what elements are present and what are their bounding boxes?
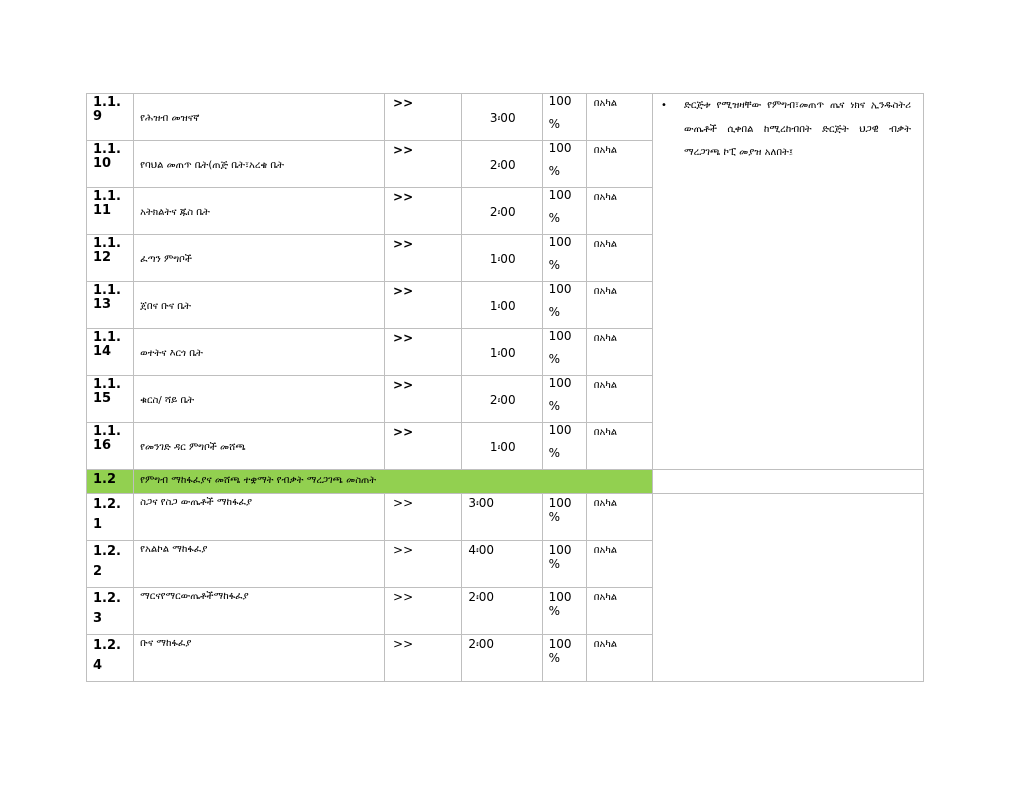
service-name: የአልኮል ማከፋፈያ (140, 544, 208, 555)
ditto-mark: >> (393, 96, 414, 110)
service-time: 3፡00 (468, 496, 495, 510)
service-name: ስጋና የስጋ ውጤቶች ማከፋፈያ (140, 497, 253, 508)
row-number: 1.2. 4 (93, 638, 121, 673)
row-number: 1.1. 12 (93, 236, 121, 265)
delivery-mode: በአካል (593, 286, 618, 297)
percent-value: 100 % (548, 94, 572, 131)
delivery-mode: በአካል (593, 192, 618, 203)
service-name: አትክልትና ጁስ ቤት (140, 207, 210, 218)
service-time: 2፡00 (489, 158, 516, 172)
ditto-mark: >> (393, 237, 414, 251)
row-number: 1.1. 10 (93, 142, 121, 171)
service-time: 1፡00 (489, 346, 516, 360)
row-number: 1.2. 2 (93, 544, 121, 579)
percent-value: 100 % (548, 141, 572, 178)
ditto-mark: >> (393, 284, 414, 298)
bullet-icon: • (660, 100, 667, 111)
ditto-mark: >> (393, 331, 414, 345)
row-number: 1.1. 11 (93, 189, 121, 218)
delivery-mode: በአካል (593, 427, 618, 438)
service-name: ጀበና ቡና ቤት (140, 301, 191, 312)
requirements-text: ድርጅቱ የሚዝዛቸው የምግብ፣መጠጥ ጤና ነክና ኢንዱስትሪ ውጤቶች ሲቀበል ከሚረከብበት ድርጅት ህጋዊ ብቃት ማረጋገጫ ኮፒ መያዝ አለበት፤ (683, 100, 911, 158)
ditto-mark: >> (393, 143, 414, 157)
row-number: 1.2. 3 (93, 591, 121, 626)
service-name: ቁርስ/ ሻይ ቤት (140, 395, 195, 406)
delivery-mode: በአካል (593, 639, 618, 650)
service-time: 2፡00 (489, 393, 516, 407)
service-time: 1፡00 (489, 440, 516, 454)
percent-value: 100 % (548, 590, 572, 618)
row-number: 1.1. 15 (93, 377, 121, 406)
delivery-mode: በአካል (593, 592, 618, 603)
section-number: 1.2 (93, 472, 117, 487)
table-row (87, 494, 924, 541)
service-time: 1፡00 (489, 299, 516, 313)
service-time: 2፡00 (468, 590, 495, 604)
service-time: 3፡00 (489, 111, 516, 125)
ditto-mark: >> (393, 637, 414, 651)
ditto-mark: >> (393, 543, 414, 557)
row-number: 1.1. 13 (93, 283, 121, 312)
row-number: 1.1. 14 (93, 330, 121, 359)
percent-value: 100 % (548, 376, 572, 413)
delivery-mode: በአካል (593, 145, 618, 156)
service-time: 4፡00 (468, 543, 495, 557)
service-standards-table (86, 93, 924, 682)
delivery-mode: በአካል (593, 545, 618, 556)
row-number: 1.1. 16 (93, 424, 121, 453)
section-title: የምግብ ማከፋፈያና መሸጫ ተቋማት የብቃት ማረጋገጫ መስጠት (140, 475, 377, 486)
service-time: 2፡00 (489, 205, 516, 219)
section-header-row (87, 470, 924, 494)
requirements-note (652, 94, 923, 470)
row-number: 1.2. 1 (93, 497, 121, 532)
delivery-mode: በአካል (593, 239, 618, 250)
empty-note-cell (652, 494, 923, 682)
percent-value: 100 % (548, 496, 572, 524)
service-time: 2፡00 (468, 637, 495, 651)
service-time: 1፡00 (489, 252, 516, 266)
service-name: የሕዝብ መዝናኛ (140, 113, 200, 124)
delivery-mode: በአካል (593, 498, 618, 509)
table-row (87, 94, 924, 141)
delivery-mode: በአካል (593, 98, 618, 109)
service-name: የባህል መጠጥ ቤት(ጠጅ ቤት፣አረቄ ቤት (140, 160, 285, 171)
service-name: የመንገድ ዳር ምግቦች መሸጫ (140, 442, 246, 453)
percent-value: 100 % (548, 282, 572, 319)
row-number: 1.1. 9 (93, 95, 121, 124)
service-name: ቡና ማከፋፈያ (140, 638, 192, 649)
percent-value: 100 % (548, 637, 572, 665)
ditto-mark: >> (393, 425, 414, 439)
percent-value: 100 % (548, 543, 572, 571)
ditto-mark: >> (393, 190, 414, 204)
service-name: ማርናየማርውጤቶችማከፋፈያ (140, 591, 249, 602)
ditto-mark: >> (393, 590, 414, 604)
percent-value: 100 % (548, 423, 572, 460)
ditto-mark: >> (393, 496, 414, 510)
percent-value: 100 % (548, 235, 572, 272)
delivery-mode: በአካል (593, 333, 618, 344)
percent-value: 100 % (548, 188, 572, 225)
service-name: ፈጣን ምግቦች (140, 254, 192, 265)
delivery-mode: በአካል (593, 380, 618, 391)
ditto-mark: >> (393, 378, 414, 392)
service-name: ወተትና እርጎ ቤት (140, 348, 203, 359)
percent-value: 100 % (548, 329, 572, 366)
